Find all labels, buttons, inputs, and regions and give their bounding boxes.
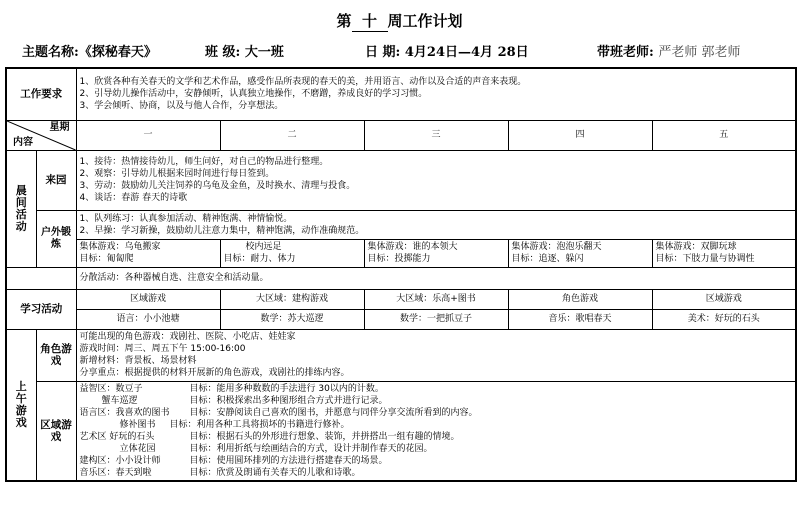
goals-content <box>76 68 796 120</box>
arrival-label: 来园 <box>36 150 76 210</box>
area-line: 蟹车巡逻 目标：积极探索出多种图形组合方式并进行记录。 <box>101 395 388 406</box>
outdoor-item: 2、早操：学习新操，鼓励幼儿注意力集中，精神饱满，动作准确规范。 <box>79 225 365 236</box>
weekday-tue: 二 <box>220 120 364 150</box>
weekday-mon: 一 <box>76 120 220 150</box>
area-play-label: 区域游戏 <box>36 381 76 481</box>
diagonal-header-cell <box>6 120 76 150</box>
learning-row-1 <box>6 289 796 309</box>
outdoor-games-row <box>6 239 796 267</box>
goal-item: 2、引导幼儿操作活动中，安静倾听，认真独立地操作，不磨蹭，养成良好的学习习惯。 <box>79 89 428 100</box>
lesson-wed: 数学：一把抓豆子 <box>364 309 508 329</box>
area-line: 语言区：我喜欢的图书 目标：安静阅读自己喜欢的图书，并愿意与同伴分享交流所看到的内容。 <box>79 407 478 418</box>
arrival-content <box>76 150 796 210</box>
role-play-line: 新增材料：背景板、场景材料 <box>79 356 197 366</box>
area-line: 修补图书 目标：利用各种工具将损坏的书籍进行修补。 <box>119 419 350 430</box>
weekday-header-row <box>6 120 796 150</box>
area-line: 艺术区 好玩的石头 目标：根据石头的外形进行想象、装饰，并拼搭出一组有趣的情境。 <box>79 431 460 442</box>
arrival-item: 2、观察：引导幼儿根据来园时间进行每日签到。 <box>79 169 275 179</box>
arrival-item: 4、谈话：春游 春天的诗歌 <box>79 193 188 203</box>
role-play-line: 分享重点：根据提供的材料开展新的角色游戏，戏剧社的排练内容。 <box>79 368 350 378</box>
area-play-content <box>76 381 796 481</box>
outdoor-game-tue: 校内远足 目标：耐力、体力 <box>220 239 364 267</box>
goal-item: 1、欣赏各种有关春天的文学和艺术作品，感受作品所表现的春天的美，并用语言、动作以及合适的声音来表现。 <box>79 77 527 88</box>
arrival-item: 1、接待：热情接待幼儿，师生问好，对自己的物品进行整理。 <box>79 157 329 167</box>
lesson-fri: 美术：好玩的石头 <box>652 309 796 329</box>
learning-activities-label: 学习活动 <box>6 289 76 329</box>
outdoor-game-mon: 集体游戏：乌龟搬家 目标：匍匐爬 <box>76 239 220 267</box>
scatter-spacer <box>6 267 76 289</box>
area-line: 立体花园 目标：利用折纸与绘画结合的方式，设计并制作春天的花园。 <box>119 443 433 454</box>
teacher-info: 带班老师: 严老师 郭老师 <box>597 45 741 60</box>
learning-area-wed: 大区域：乐高+图书 <box>364 289 508 309</box>
corner-content-label: 内容 <box>13 136 33 148</box>
goals-label: 工作要求 <box>6 68 76 120</box>
learning-area-mon: 区域游戏 <box>76 289 220 309</box>
arrival-item: 3、劳动：鼓励幼儿关注饲养的乌龟及金鱼，及时换水、清理与投食。 <box>79 181 356 191</box>
area-line: 益智区：数豆子 目标：能用多种数数的手法进行 30以内的计数。 <box>79 383 384 394</box>
weekday-thu: 四 <box>508 120 652 150</box>
outdoor-game-thu: 集体游戏：泡泡乐翻天 目标：追逐、躲闪 <box>508 239 652 267</box>
role-play-line: 可能出现的角色游戏：戏剧社、医院、小吃店、娃娃家 <box>79 332 296 342</box>
outdoor-game-fri: 集体游戏：双脚玩球 目标：下肢力量与协调性 <box>652 239 796 267</box>
role-play-label: 角色游戏 <box>36 329 76 381</box>
learning-row-2 <box>6 309 796 329</box>
role-play-row <box>6 329 796 381</box>
outdoor-items-row <box>6 210 796 239</box>
role-play-content <box>76 329 796 381</box>
weekday-fri: 五 <box>652 120 796 150</box>
corner-weekday-label: 星期 <box>49 121 70 133</box>
weekday-wed: 三 <box>364 120 508 150</box>
weekly-plan-table <box>5 67 797 482</box>
learning-area-tue: 大区域：建构游戏 <box>220 289 364 309</box>
outdoor-game-wed: 集体游戏：谁的本领大 目标：投掷能力 <box>364 239 508 267</box>
outdoor-item: 1、队列练习：认真参加活动、精神饱满、神情愉悦。 <box>79 213 293 224</box>
arrival-row <box>6 150 796 210</box>
outdoor-content <box>76 210 796 239</box>
scatter-row <box>6 267 796 289</box>
learning-area-fri: 区域游戏 <box>652 289 796 309</box>
goal-item: 3、学会倾听、协商，以及与他人合作，分享想法。 <box>79 101 284 112</box>
lesson-thu: 音乐：歌唱春天 <box>508 309 652 329</box>
morning-activities-label: 晨 间 活 动 <box>6 150 36 267</box>
scatter-activity: 分散活动：各种器械自选、注意安全和活动量。 <box>76 267 796 289</box>
role-play-line: 游戏时间：周三、周五下午 15:00-16:00 <box>79 344 246 354</box>
page-title: 第 十 周工作计划 <box>336 12 463 30</box>
outdoor-exercise-label: 户外锻炼 <box>36 210 76 267</box>
area-line: 音乐区：春天到啦 目标：欣赏及朗诵有关春天的儿歌和诗歌。 <box>79 467 361 478</box>
lesson-mon: 语言：小小池塘 <box>76 309 220 329</box>
class-info: 班 级: 大一班 <box>205 45 284 60</box>
area-play-row <box>6 381 796 481</box>
lesson-tue: 数学：苏大巡逻 <box>220 309 364 329</box>
goals-row <box>6 68 796 120</box>
learning-area-thu: 角色游戏 <box>508 289 652 309</box>
theme-info: 主题名称:《探秘春天》 <box>22 45 157 60</box>
area-line: 建构区：小小设计师 目标：使用圆环排列的方法进行搭建春天的场景。 <box>79 455 388 466</box>
week-number: 十 <box>352 10 388 32</box>
date-info: 日 期: 4月24日—4月 28日 <box>365 45 529 60</box>
am-games-label: 上 午 游 戏 <box>6 329 36 481</box>
